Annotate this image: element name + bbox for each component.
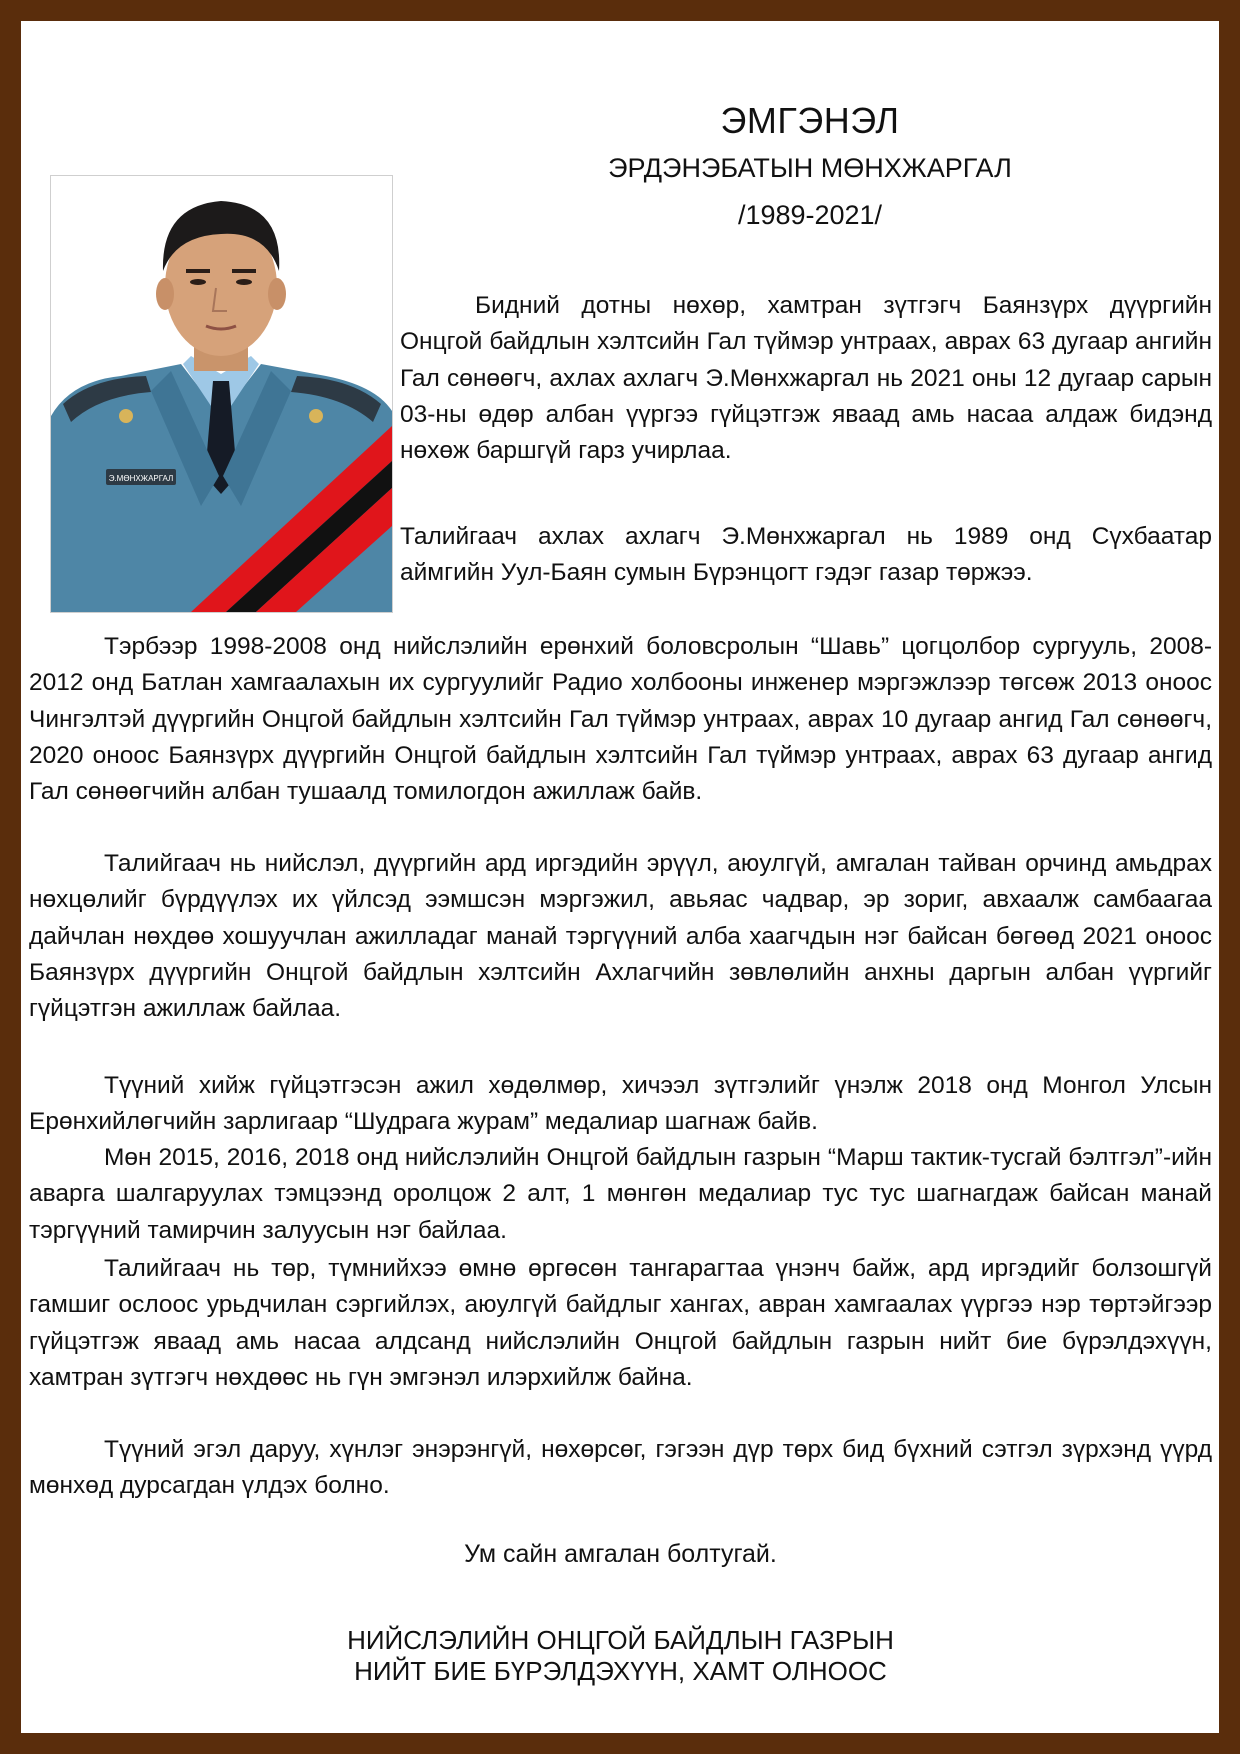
paragraph-3: Тэрбээр 1998-2008 онд нийслэлийн ерөнхий боловсролын “Шавь” цогцолбор сургууль, 2008-2012 онд Батлан хамгаалахын их сургуулийг Радио холбооны инженер мэргэжлээр төгсөж 2013 оноос Чингэлтэй дүүргийн Онцгой байдлын хэлтсийн Гал түймэр унтраах, аврах 10 дугаар ангид Гал сөнөөгч, 2020 оноос Баянзүрх дүүргийн Онцгой байдлын хэлтсийн Гал түймэр унтраах, аврах 63 дугаар ангид Гал сөнөөгчийн албан тушаалд томилогдон ажиллаж байв.: [29, 633, 1212, 806]
paragraph-2: Талийгаач ахлах ахлагч Э.Мөнхжаргал нь 1989 онд Сүхбаатар аймгийн Уул-Баян сумын Бүрэнцогт гэдэг газар төржээ.: [400, 523, 1212, 587]
name-tag: Э.МӨНХЖАРГАЛ: [108, 474, 174, 483]
paragraph-8: Түүний эгэл даруу, хүнлэг энэрэнгүй, нөхөрсөг, гэгээн дүр төрх бид бүхний сэтгэл зүрхэнд үүрд мөнхөд дурсагдан үлдэх болно.: [29, 1436, 1212, 1500]
paragraph-7: Талийгаач нь төр, түмнийхээ өмнө өргөсөн тангарагтаа үнэнч байж, ард иргэдийг болзошгүй гамшиг ослоос урьдчилан сэргийлэх, аюулгүй байдлыг хангах, авран хамгаалах үүргээ нэр төртэйгээр гүйцэтгэж яваад амь насаа алдсанд нийслэлийн Онцгой байдлын газрын нийт бие бүрэлдэхүүн, хамтран зүтгэгч нөхдөөс нь гүн эмгэнэл илэрхийлж байна.: [29, 1255, 1212, 1391]
signature-block: [29, 1625, 1212, 1687]
life-years: /1989-2021/: [737, 200, 883, 230]
paragraph-6: Мөн 2015, 2016, 2018 онд нийслэлийн Онцгой байдлын газрын “Марш тактик-тусгай бэлтгэл”-ийн аварга шалгаруулах тэмцээнд оролцож 2 алт, 1 мөнгөн медалиар тус тус шагнагдаж байсан манай тэргүүний тамирчин залуусын нэг байлаа.: [29, 1144, 1212, 1244]
paragraph-4: Талийгаач нь нийслэл, дүүргийн ард иргэдийн эрүүл, аюулгүй, амгалан тайван орчинд амьдрах нөхцөлийг бүрдүүлэх их үйлсэд ээмшсэн мэргэжил, авьяас чадвар, эр зориг, авхаалж самбаагаа дайчлан нөхдөө хошуучлан ажилладаг манай тэргүүний алба хаагчдын нэг байсан бөгөөд 2021 оноос Баянзүрх дүүргийн Онцгой байдлын хэлтсийн Ахлагчийн зөвлөлийн анхны даргын албан үүргийг гүйцэтгэн ажиллаж байлаа.: [29, 850, 1212, 1023]
paragraph-1: Бидний дотны нөхөр, хамтран зүтгэгч Баянзүрх дүүргийн Онцгой байдлын хэлтсийн Гал түймэр унтраах, аврах 63 дугаар ангийн Гал сөнөөгч, ахлах ахлагч Э.Мөнхжаргал нь 2021 оны 12 дугаар сарын 03-ны өдөр албан үүргээ гүйцэтгэж яваад амь насаа алдаж бидэнд нөхөж баршгүй гарз учирлаа.: [400, 292, 1212, 465]
portrait-photo: [50, 175, 393, 613]
deceased-name: ЭРДЭНЭБАТЫН МӨНХЖАРГАЛ: [608, 153, 1012, 183]
signature-line-1: НИЙСЛЭЛИЙН ОНЦГОЙ БАЙДЛЫН ГАЗРЫН: [347, 1625, 894, 1655]
signature-line-2: НИЙТ БИЕ БҮРЭЛДЭХҮҮН, ХАМТ ОЛНООС: [354, 1656, 887, 1686]
farewell-line: Ум сайн амгалан болтугай.: [464, 1540, 777, 1568]
document-title: ЭМГЭНЭЛ: [720, 100, 900, 141]
paragraph-5: Түүний хийж гүйцэтгэсэн ажил хөдөлмөр, хичээл зүтгэлийг үнэлж 2018 онд Монгол Улсын Ерөнхийлөгчийн зарлигаар “Шудрага журам” медалиар шагнаж байв.: [29, 1072, 1212, 1136]
